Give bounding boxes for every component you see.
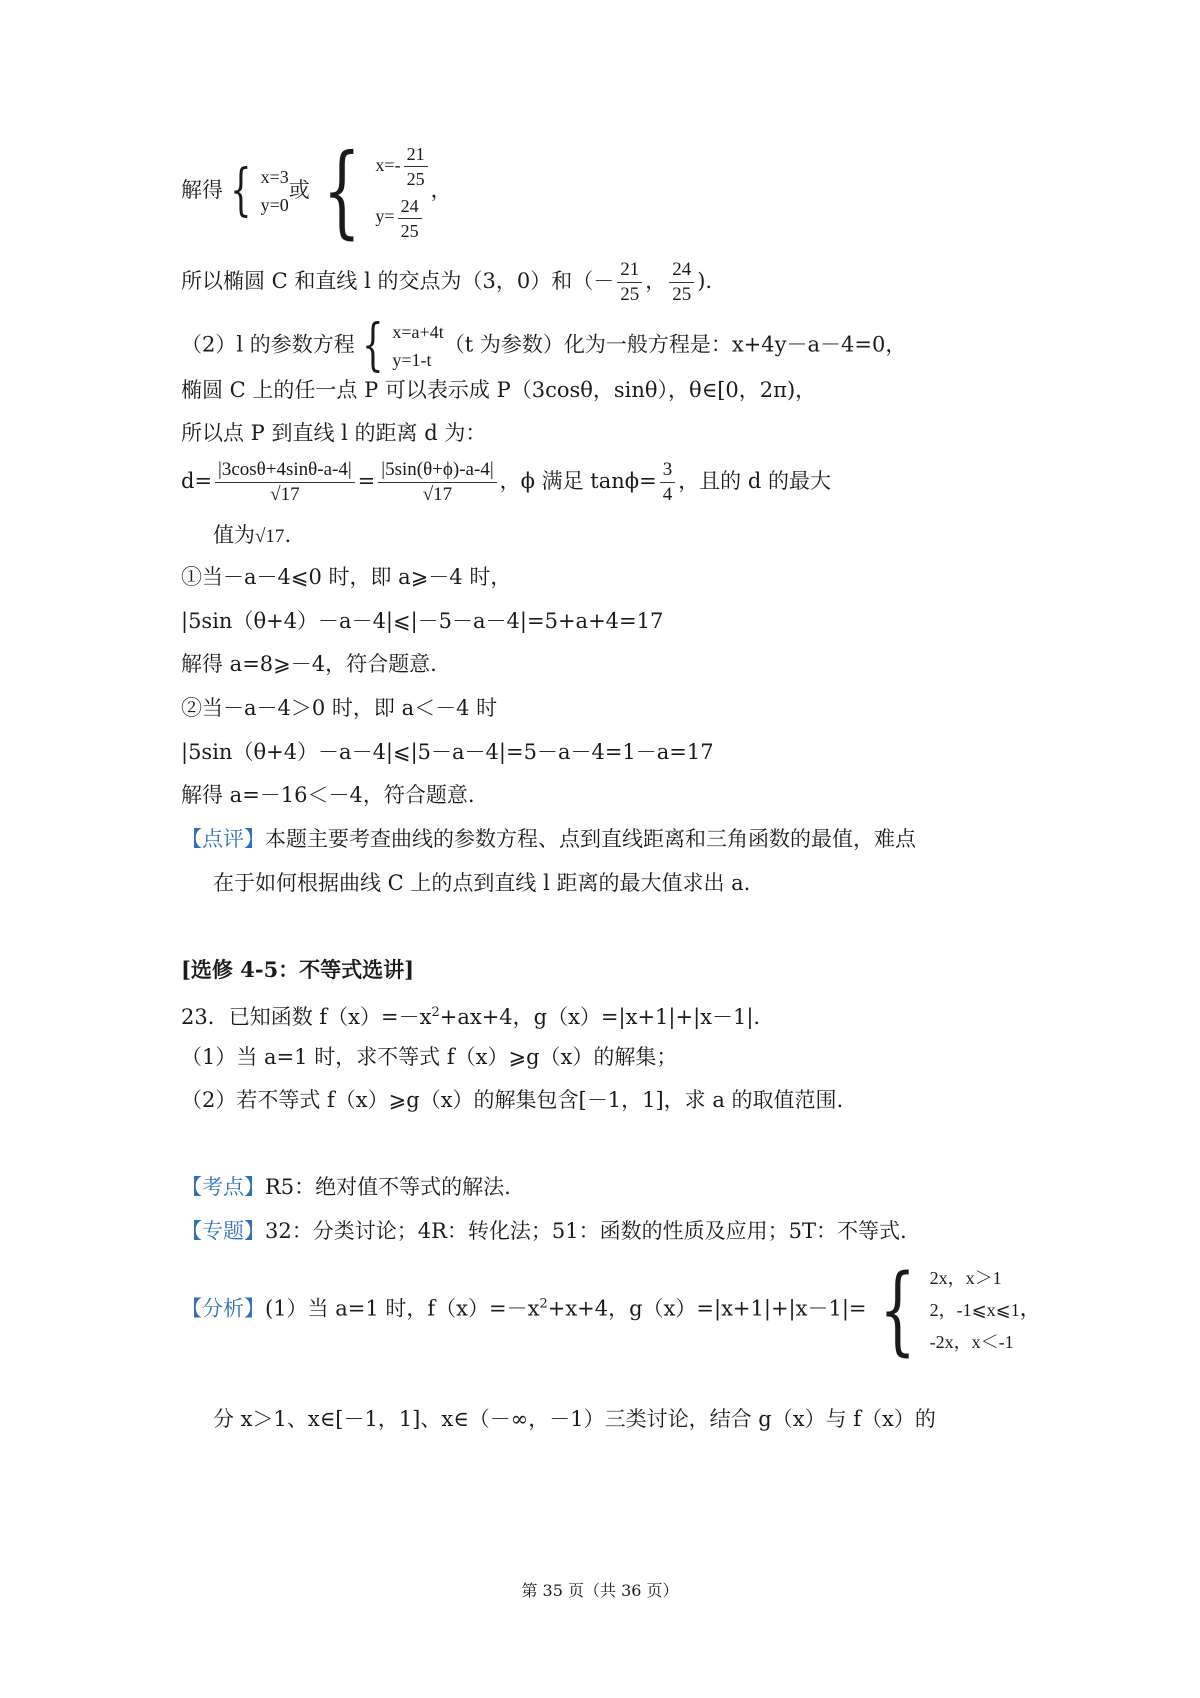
text-comma: ， (430, 177, 452, 202)
text: ， (645, 269, 667, 293)
parametric-line (181, 313, 907, 378)
text: 所以椭圆 C 和直线 l 的交点为（3，0）和（－ (181, 269, 615, 293)
system-1 (261, 163, 289, 219)
text: （t 为参数）化为一般方程是：x+4y－a－4=0， (443, 332, 907, 357)
fraction (378, 458, 496, 507)
left-brace-icon: { (230, 158, 252, 224)
left-brace-icon: { (878, 1254, 916, 1366)
denominator: 4 (662, 484, 673, 505)
comment-tag: 【点评】 (181, 827, 265, 851)
denominator: √17 (270, 484, 300, 505)
category-line (181, 1216, 907, 1246)
text: d= (181, 469, 213, 493)
fraction (398, 194, 422, 243)
paragraph-line: ①当－a－4⩽0 时，即 a⩾－4 时， (181, 565, 512, 589)
text-jiede: 解得 (181, 177, 223, 202)
text: 32：分类讨论；4R：转化法；51：函数的性质及应用；5T：不等式. (265, 1219, 907, 1243)
denominator: 25 (672, 284, 692, 305)
text: R5：绝对值不等式的解法. (265, 1175, 511, 1199)
distance-formula-line (181, 458, 831, 507)
fraction (617, 258, 642, 307)
paragraph-line: ②当－a－4＞0 时，即 a＜－4 时 (181, 696, 498, 720)
param-eq2: y=1-t (392, 350, 432, 370)
numerator: 24 (669, 258, 694, 283)
section-heading: [选修 4-5：不等式选讲] (181, 957, 415, 982)
page-footer: 第 35 页（共 36 页） (521, 1581, 679, 1600)
text: ，且的 d 的最大 (678, 469, 831, 493)
numerator: 21 (617, 258, 642, 283)
numerator: 3 (660, 458, 676, 483)
text: = (357, 469, 376, 493)
case-1: 2x，x＞1 (929, 1268, 1002, 1288)
text: 值为 (213, 523, 255, 547)
text: . (284, 523, 292, 547)
text: 本题主要考查曲线的参数方程、点到直线距离和三角函数的最值，难点 (265, 827, 916, 851)
paragraph-line: 解得 a=－16＜－4，符合题意. (181, 783, 475, 807)
paragraph-line: 分 x＞1、x∈[－1，1]、x∈（－∞，－1）三类讨论，结合 g（x）与 f（x）的 (213, 1407, 936, 1431)
text: ，ϕ 满足 tanϕ= (499, 469, 657, 493)
param-eq1: x=a+4t (392, 322, 444, 342)
sqrt-value: √17 (255, 526, 285, 547)
system-2 (375, 140, 430, 243)
case-3: -2x，x＜-1 (929, 1332, 1014, 1352)
paragraph-line: 解得 a=8⩾－4，符合题意. (181, 652, 437, 676)
numerator: 24 (398, 194, 422, 219)
text: 23．已知函数 f（x）=－x (181, 1005, 432, 1029)
denominator: 25 (406, 169, 425, 190)
param-system (392, 318, 443, 374)
piecewise-system (930, 1262, 1020, 1358)
paragraph-line: （1）当 a=1 时，求不等式 f（x）⩾g（x）的解集； (181, 1045, 678, 1069)
paragraph-line: |5sin（θ+4）－a－4|⩽|－5－a－4|=5+a+4=17 (181, 609, 664, 633)
paragraph-line: （2）若不等式 f（x）⩾g（x）的解集包含[－1，1]，求 a 的取值范围. (181, 1088, 844, 1112)
paragraph-line: 所以点 P 到直线 l 的距离 d 为： (181, 421, 487, 445)
numerator: |5sin(θ+ϕ)-a-4| (378, 458, 496, 483)
sys1-eq2: y=0 (260, 195, 289, 216)
topic-tag: 【考点】 (181, 1175, 265, 1199)
fraction (404, 142, 428, 191)
superscript: 2 (539, 1296, 548, 1312)
denominator: 25 (400, 220, 419, 241)
fraction (669, 258, 694, 307)
analysis-tag: 【分析】 (181, 1296, 265, 1321)
text: (1）当 a=1 时，f（x）=－x (265, 1296, 540, 1321)
intersection-line (181, 258, 712, 307)
text-or: 或 (288, 177, 310, 202)
sys2-eq1-pre: x=- (375, 155, 401, 175)
superscript: 2 (431, 1005, 440, 1020)
topic-line (181, 1172, 511, 1202)
sys1-eq1: x=3 (260, 167, 289, 188)
fraction (660, 458, 676, 507)
comment-line (181, 824, 916, 854)
text: ). (697, 269, 713, 293)
text: （2）l 的参数方程 (181, 332, 355, 357)
paragraph-line: 在于如何根据曲线 C 上的点到直线 l 距离的最大值求出 a. (213, 871, 751, 895)
left-brace-icon: { (361, 313, 384, 378)
text: +x+4，g（x）=|x+1|+|x－1|= (547, 1296, 867, 1321)
analysis-line (181, 1254, 1041, 1366)
fraction (215, 458, 355, 507)
solution-systems-line (181, 132, 452, 250)
paragraph-line: 椭圆 C 上的任一点 P 可以表示成 P（3cosθ，sinθ），θ∈[0，2π)， (181, 378, 817, 402)
category-tag: 【专题】 (181, 1219, 265, 1243)
sys2-eq2-pre: y= (375, 206, 395, 227)
denominator: √17 (422, 484, 453, 505)
case-2: 2，-1⩽x⩽1 (929, 1300, 1020, 1320)
left-brace-icon: { (322, 132, 361, 250)
text: +ax+4，g（x）=|x+1|+|x－1|. (439, 1005, 761, 1029)
max-value-line (213, 520, 291, 552)
numerator: 21 (404, 142, 428, 167)
problem-line (181, 998, 760, 1032)
text: ， (1019, 1296, 1041, 1321)
paragraph-line: |5sin（θ+4）－a－4|⩽|5－a－4|=5－a－4=1－a=17 (181, 740, 714, 764)
numerator: |3cosθ+4sinθ-a-4| (215, 458, 355, 483)
denominator: 25 (620, 284, 640, 305)
